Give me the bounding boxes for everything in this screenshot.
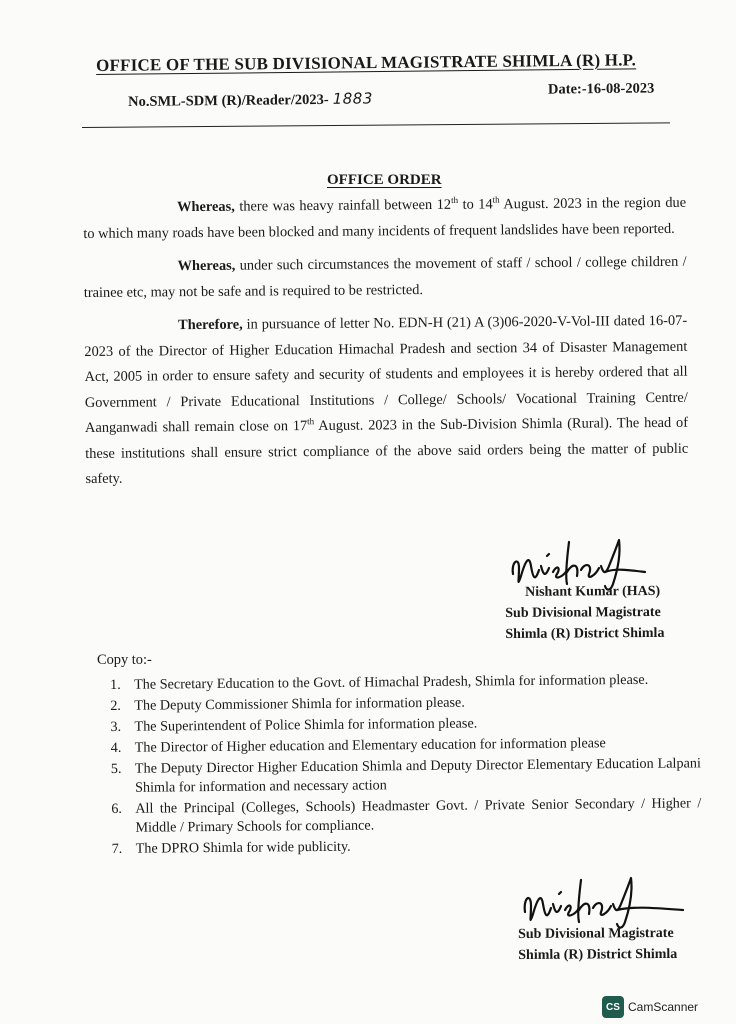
list-item-number: 2. [110,697,122,714]
paragraph-2-lead: Whereas, [177,257,236,275]
paragraph-1-text-b: to 14 [458,196,493,213]
paragraph-3-lead: Therefore, [178,316,243,334]
reference-row [128,80,668,110]
paragraph-1-text-a: there was heavy rainfall between 12 [234,196,452,215]
reference-number [128,89,373,111]
signatory-location: Shimla (R) District Shimla [505,625,665,642]
list-item-number: 3. [110,718,122,735]
signatory-designation: Sub Divisional Magistrate [505,604,661,621]
order-date: Date:-16-08-2023 [547,80,655,98]
list-item-number: 4. [110,739,122,756]
office-title: OFFICE OF THE SUB DIVISIONAL MAGISTRATE SHIMLA (R) H.P. [96,50,637,75]
list-item [111,794,701,838]
list-item-number: 7. [111,840,123,857]
signatory-block [505,581,705,645]
list-item-text: The Director of Higher education and Elementary education for information please [134,735,606,756]
header-divider [82,122,670,128]
paragraph-1-text-c: August. 2023 in the region due to which many roads have been blocked and many incidents of frequent landslides have been reported. [83,194,687,242]
ordinal-suffix: th [492,194,500,205]
list-item-text: The Deputy Commissioner Shimla for information please. [134,694,465,714]
paragraph-2-text: under such circumstances the movement of staff / school / college children / trainee etc, may not be safe and is required to be restricted. [83,253,687,301]
signatory-designation: Sub Divisional Magistrate [518,925,674,942]
list-item-number: 1. [110,676,121,693]
order-title: OFFICE ORDER [327,172,442,188]
list-item-text: The Deputy Director Higher Education Shimla and Deputy Director Elementary Education Lalpani Shimla for information and necessary action [134,755,701,796]
camscanner-watermark [602,996,698,1018]
list-item [112,834,702,859]
paragraph-1-lead: Whereas, [177,198,235,216]
paragraph-3 [84,309,689,493]
paragraph-3-text-a: in pursuance of letter No. EDN-H (21) A (3)06-2020-V-Vol-III dated 16-07-2023 of the Director of Higher Education Himachal Pradesh and section 34 of Disaster Management Act, 2005 in order to ensure safety and security of students and employees it is hereby ordered that all Government / Private Educational Institutions / College/ Schools/ Vocational Training Centre/ Aanganwadi shall remain close on 17 [84,312,688,436]
ordinal-suffix: th [307,416,315,427]
reference-number-handwritten: 1883 [332,89,373,108]
list-item-text: The Superintendent of Police Shimla for information please. [134,715,478,735]
list-item-text: The Secretary Education to the Govt. of Himachal Pradesh, Shimla for information please. [134,671,649,693]
camscanner-label: CamScanner [628,1000,699,1014]
paragraph-1 [83,191,686,247]
camscanner-logo-icon: CS [602,996,624,1018]
list-item-text: The DPRO Shimla for wide publicity. [135,838,351,857]
list-item-number: 6. [111,800,122,817]
list-item-text: All the Principal (Colleges, Schools) Headmaster Govt. / Private Senior Secondary / Higher / Middle / Primary Schools for compliance. [135,795,702,836]
signatory-block-2 [518,923,718,966]
signatory-location: Shimla (R) District Shimla [518,946,678,963]
copy-to-heading: Copy to:- [97,652,152,668]
list-item [111,754,701,798]
order-body [83,191,689,501]
signatory-name: Nishant Kumar (HAS) [525,583,661,600]
reference-number-printed: No.SML-SDM (R)/Reader/2023- [128,91,329,110]
paragraph-2 [84,250,687,306]
copy-to-list [110,670,702,861]
ordinal-suffix: th [451,194,459,205]
list-item-number: 5. [110,760,122,777]
paragraph-3-text-b: August. 2023 in the Sub-Division Shimla (Rural). The head of these institutions shall ensure strict compliance of the above said orders being the matter of public safety. [85,414,689,487]
